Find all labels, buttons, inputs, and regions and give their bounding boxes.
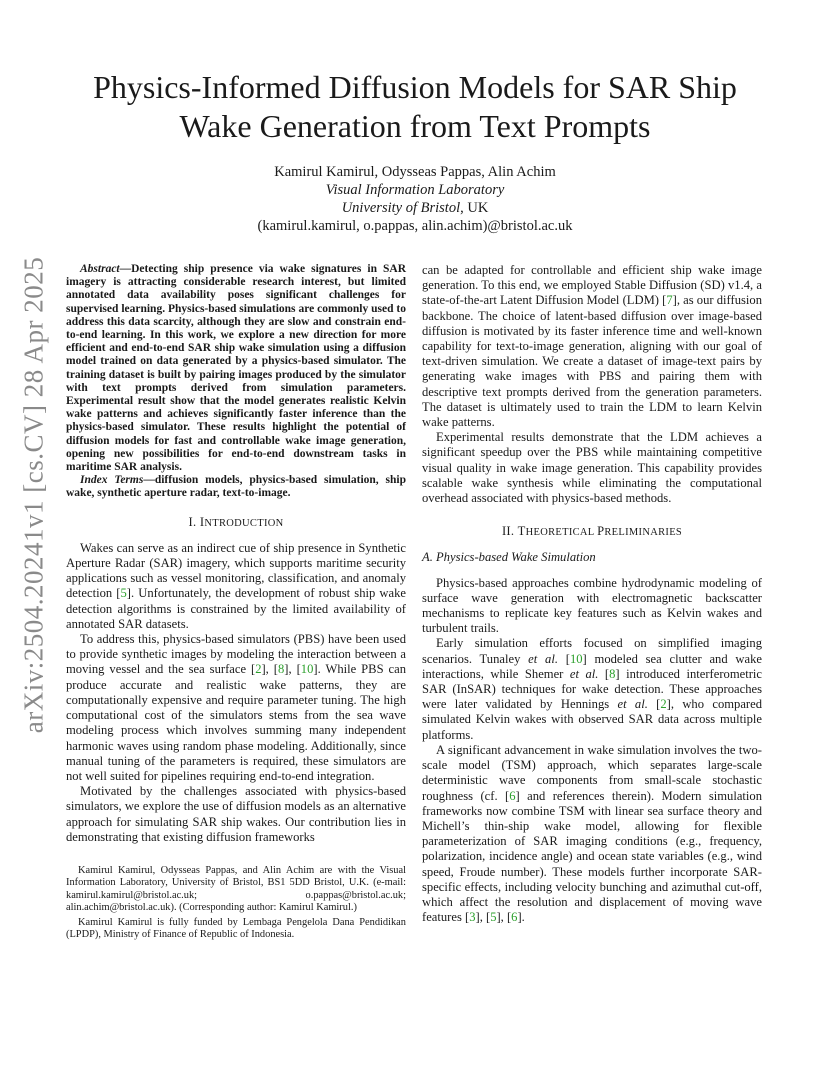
right-column bbox=[422, 263, 762, 925]
intro-paragraph-1: Wakes can serve as an indirect cue of ship presence in Synthetic Aperture Radar (SAR) imagery, which supports maritime security applications such as vessel monitoring, classification, and anomaly detection [5]. Unfortunately, the development of robust ship wake detection algorithms is constrained by the limited availability of annotated SAR datasets. bbox=[66, 540, 406, 631]
index-terms: Index Terms—diffusion models, physics-based simulation, ship wake, synthetic aperture radar, text-to-image. bbox=[66, 474, 406, 500]
citation-link[interactable]: 3 bbox=[469, 910, 476, 925]
arxiv-sidebar bbox=[14, 256, 54, 734]
footnote-affiliation: Kamirul Kamirul, Odysseas Pappas, and Alin Achim are with the Visual Information Laboratory, University of Bristol, BS1 5DD Bristol, U.K. (e-mail: kamirul.kamirul@bristol.ac.uk; o.pappas@bristol.ac.uk; alin.achim@bristol.ac.uk). (Corresponding author: Kamirul Kamirul.) bbox=[66, 864, 406, 914]
author-emails: (kamirul.kamirul, o.pappas, alin.achim)@bristol.ac.uk bbox=[257, 218, 573, 234]
citation-link[interactable]: 8 bbox=[609, 666, 616, 681]
citation-link[interactable]: 5 bbox=[490, 910, 497, 925]
author-block bbox=[70, 163, 760, 235]
right-paragraph-5: A significant advancement in wake simulation involves the two-scale model (TSM) approach, which separates large-scale deterministic wave components from small-scale stochastic roughness (cf. [6] and references therein). Modern simulation frameworks now combine TSM with linear sea surface theory and Michell’s thin-ship wake model, allowing for flexible parameterization of SAR imaging conditions (e.g., frequency, polarization, incidence angle) and ocean state variables (e.g., wind speed, Froude number). These models further incorporate SAR-specific effects, including velocity bunching and azimuthal cut-off, which affect the resolution and displacement of moving wave features [3], [5], [6]. bbox=[422, 742, 763, 925]
intro-paragraph-2: To address this, physics-based simulators (PBS) have been used to provide synthetic images by modeling the interaction between a moving vessel and the sea surface [2], [8], [10]. While PBS can produce accurate and realistic wake patterns, they are computationally expensive and require parameter tuning. The high computational cost of the simulators stems from the sea wave modeling process which involves summing many independent harmonic waves using random phase modeling. Additionally, since manual tuning of the parameters is required, these simulators are not well suited for pipelines requiring end-to-end integration. bbox=[66, 632, 407, 783]
affiliation-university: University of Bristol, UK bbox=[341, 200, 489, 216]
paper-title: Physics-Informed Diffusion Models for SAR Ship Wake Generation from Text Prompts bbox=[93, 69, 737, 144]
author-names: Kamirul Kamirul, Odysseas Pappas, Alin Achim bbox=[274, 164, 556, 180]
citation-link[interactable]: 7 bbox=[666, 293, 673, 308]
footnote-funding: Kamirul Kamirul is fully funded by Lembaga Pengelola Dana Pendidikan (LPDP), Ministry of Finance of Republic of Indonesia. bbox=[66, 916, 406, 940]
citation-link[interactable]: 6 bbox=[509, 788, 516, 803]
citation-link[interactable]: 2 bbox=[255, 662, 262, 677]
affiliation-lab: Visual Information Laboratory bbox=[325, 182, 505, 198]
right-paragraph-4: Early simulation efforts focused on simplified imaging scenarios. Tunaley et al. [10] modeled sea clutter and wake interactions, while Shemer et al. [8] introduced interferometric SAR (InSAR) techniques for wake detection. These approaches were later validated by Hennings et al. [2], who compared simulated Kelvin wakes with observed SAR data across multiple platforms. bbox=[422, 636, 763, 742]
intro-paragraph-3: Motivated by the challenges associated with physics-based simulators, we explore the use of diffusion models as an alternative approach for simulating SAR ship wakes. Our contribution lies in demonstrating that existing diffusion frameworks bbox=[66, 784, 406, 844]
citation-link[interactable]: 8 bbox=[277, 662, 285, 677]
abstract: Abstract—Detecting ship presence via wake signatures in SAR imagery is attracting considerable research interest, but limited annotated data availability poses significant challenges for supervised learning. Physics-based simulations are commonly used to address this data scarcity, although they are slow and constrain end-to-end learning. In this work, we explore a new direction for more efficient and end-to-end SAR ship wake simulation using a diffusion model trained on data generated by a physics-based simulator. The training dataset is built by pairing images produced by the simulator with text prompts derived from simulation parameters. Experimental result show that the model generates realistic Kelvin wake patterns and achieves significantly faster inference than the physics-based simulator. These results highlight the potential of diffusion models for fast and controllable wake image generation, opening new possibilities for end-to-end downstream tasks in maritime SAR analysis. bbox=[66, 263, 406, 474]
citation-link[interactable]: 5 bbox=[120, 586, 127, 601]
right-paragraph-1: can be adapted for controllable and efficient ship wake image generation. To this end, we employed Stable Diffusion (SD) v1.4, a state-of-the-art Latent Diffusion Model (LDM) [7], as our diffusion backbone. The choice of latent-based diffusion over image-based diffusion is motivated by its faster inference time and well-known capability for text-to-image generation, aligning with our goal of text-driven simulation. We create a dataset of image-text pairs by generating wake images with PBS and pairing them with descriptive text prompts derived from the generation parameters. The dataset is ultimately used to train the LDM to learn Kelvin wake patterns. bbox=[422, 263, 762, 430]
citation-link[interactable]: 10 bbox=[300, 662, 314, 677]
right-paragraph-3: Physics-based approaches combine hydrodynamic modeling of surface wave generation with electromagnetic backscatter mechanisms to replicate key features such as Kelvin wakes and turbulent trails. bbox=[422, 575, 762, 636]
right-paragraph-2: Experimental results demonstrate that the LDM achieves a significant speedup over the PBS while maintaining competitive visual quality in wake image generation. This capability provides scalable wake synthesis while eliminating the computational overhead associated with physics-based methods. bbox=[422, 430, 762, 506]
section-heading-theoretical-preliminaries: II. THEORETICAL PRELIMINARIES bbox=[501, 524, 683, 539]
subsection-heading-a: A. Physics-based Wake Simulation bbox=[422, 550, 596, 565]
citation-link[interactable]: 2 bbox=[660, 697, 667, 712]
footnotes bbox=[66, 865, 406, 941]
section-heading-introduction: I. INTRODUCTION bbox=[188, 514, 284, 529]
citation-link[interactable]: 10 bbox=[569, 651, 583, 666]
arxiv-id: arXiv:2504.20241v1 [cs.CV] 28 Apr 2025 bbox=[18, 256, 49, 734]
left-column bbox=[66, 263, 406, 943]
citation-link[interactable]: 6 bbox=[511, 910, 518, 925]
